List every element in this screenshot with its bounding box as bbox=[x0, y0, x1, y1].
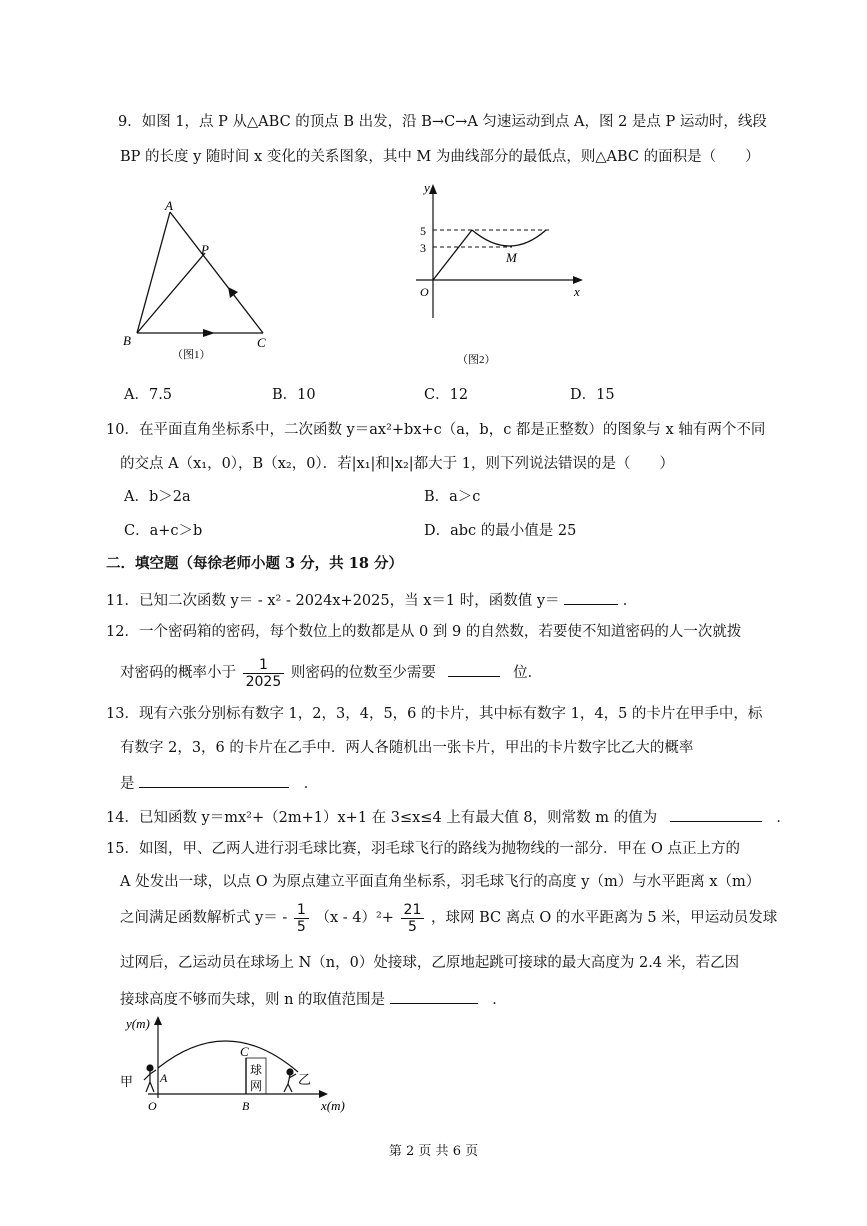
fig15-xlabel: x(m) bbox=[321, 1098, 345, 1113]
q10-option-c: C．a+c＞b bbox=[124, 523, 203, 539]
q12-end: 位． bbox=[513, 665, 543, 681]
q15-mid3: （x - 4）²+ bbox=[315, 910, 394, 926]
fig15-label-jia: 甲 bbox=[120, 1074, 134, 1089]
page-footer: 第 2 页 共 6 页 bbox=[388, 1144, 479, 1159]
player-yi-icon bbox=[284, 1069, 296, 1092]
q9-option-d: D．15 bbox=[570, 387, 615, 403]
q10-line1: 10．在平面直角坐标系中，二次函数 y＝ax²+bx+c（a，b，c 都是正整数）的图象与 x 轴有两个不同 bbox=[106, 422, 766, 438]
fig15-label-c: C bbox=[240, 1044, 249, 1059]
q13-answer-blank[interactable] bbox=[139, 771, 289, 788]
q11-text: 11．已知二次函数 y＝ - x² - 2024x+2025，当 x＝1 时，函数值 y＝ bbox=[106, 593, 560, 609]
q15-fraction-1-den: 5 bbox=[296, 918, 306, 935]
q12-fraction bbox=[243, 657, 285, 690]
fig15-label-net2: 网 bbox=[250, 1079, 263, 1093]
player-jia-icon bbox=[144, 1065, 156, 1092]
fig15-label-b: B bbox=[242, 1099, 250, 1113]
q10-option-b: B．a＞c bbox=[424, 489, 481, 505]
q11 bbox=[106, 588, 637, 611]
q14 bbox=[106, 805, 791, 828]
q15-pre5: 接球高度不够而失球，则 n 的取值范围是 bbox=[120, 992, 386, 1008]
q15-figure bbox=[118, 1014, 368, 1118]
q13-end: ． bbox=[303, 776, 319, 792]
q11-end: ． bbox=[622, 593, 638, 609]
q9-figure2-graph bbox=[410, 178, 590, 373]
fig1-label-a: A bbox=[165, 198, 173, 213]
fig2-label-o: O bbox=[420, 285, 429, 299]
fig2-label-x: x bbox=[574, 284, 580, 299]
fig15-label-a: A bbox=[160, 1071, 168, 1085]
q15-end: ． bbox=[492, 992, 507, 1008]
fig1-label-p: P bbox=[201, 242, 209, 257]
q10-option-a: A．b＞2a bbox=[124, 489, 191, 505]
q13-line2: 有数字 2，3，6 的卡片在乙手中．两人各随机出一张卡片，甲出的卡片数字比乙大的概率 bbox=[120, 740, 694, 756]
q12-pre: 对密码的概率小于 bbox=[120, 665, 236, 681]
fig2-label-3: 3 bbox=[420, 241, 426, 255]
fig1-caption: （图1） bbox=[172, 349, 211, 361]
q15-fraction-1 bbox=[294, 902, 309, 935]
q15-fraction-2-den: 5 bbox=[408, 918, 417, 935]
q15-pre3: 之间满足函数解析式 y＝ - bbox=[120, 910, 288, 926]
fig15-label-yi: 乙 bbox=[298, 1072, 312, 1087]
q9-line1: 9．如图 1，点 P 从△ABC 的顶点 B 出发，沿 B→C→A 匀速运动到点 A，图 2 是点 P 运动时，线段 bbox=[118, 114, 767, 130]
q15-line5 bbox=[120, 987, 507, 1010]
q10-line2: 的交点 A（x₁，0），B（x₂，0）．若|x₁|和|x₂|都大于 1，则下列说法错误的是（ ） bbox=[120, 456, 675, 472]
fig15-ylabel: y(m) bbox=[126, 1016, 150, 1031]
q9-line2: BP 的长度 y 随时间 x 变化的关系图象，其中 M 为曲线部分的最低点，则△ABC 的面积是（ ） bbox=[120, 149, 760, 165]
q13-pre: 是 bbox=[120, 776, 135, 792]
q12-post: 则密码的位数至少需要 bbox=[290, 665, 436, 681]
fig2-label-y: y bbox=[424, 180, 430, 195]
fig15-label-o: O bbox=[148, 1099, 157, 1113]
q15-fraction-2-num: 21 bbox=[401, 902, 425, 919]
q12-line2 bbox=[120, 653, 542, 693]
q13-line1: 13．现有六张分别标有数字 1，2，3，4，5，6 的卡片，其中标有数字 1，4，5 的卡片在甲手中，标 bbox=[106, 706, 763, 722]
fig1-label-b: B bbox=[123, 333, 131, 348]
q9-option-a: A．7.5 bbox=[124, 387, 173, 403]
q11-answer-blank[interactable] bbox=[564, 588, 618, 605]
q15-fraction-2 bbox=[401, 902, 425, 935]
q12-fraction-den: 2025 bbox=[245, 673, 282, 690]
q12-answer-blank[interactable] bbox=[448, 660, 500, 677]
q14-end: ． bbox=[776, 810, 791, 826]
q9-figure1-triangle bbox=[115, 190, 285, 370]
q12-line1: 12．一个密码箱的密码，每个数位上的数都是从 0 到 9 的自然数，若要使不知道密码的人一次就拨 bbox=[106, 624, 742, 640]
section-2-heading: 二．填空题（每徐老师小题 3 分，共 18 分） bbox=[106, 555, 403, 572]
fig2-caption: （图2） bbox=[457, 354, 496, 366]
q15-fraction-1-num: 1 bbox=[294, 902, 309, 919]
fig2-label-5: 5 bbox=[420, 224, 426, 238]
fig2-label-m: M bbox=[506, 250, 517, 265]
q15-post3: ，球网 BC 离点 O 的水平距离为 5 米，甲运动员发球 bbox=[430, 910, 778, 926]
q10-option-d: D．abc 的最小值是 25 bbox=[424, 523, 577, 539]
q12-fraction-num: 1 bbox=[243, 657, 285, 674]
fig1-label-c: C bbox=[257, 335, 266, 350]
q9-option-c: C．12 bbox=[424, 387, 469, 403]
q15-line3 bbox=[120, 898, 777, 938]
q15-line1: 15．如图，甲、乙两人进行羽毛球比赛，羽毛球飞行的路线为抛物线的一部分．甲在 O 点正上方的 bbox=[106, 841, 741, 857]
q14-answer-blank[interactable] bbox=[670, 805, 762, 822]
fig15-label-net1: 球 bbox=[250, 1063, 263, 1077]
q14-text: 14．已知函数 y＝mx²+（2m+1）x+1 在 3≤x≤4 上有最大值 8，则常数 m 的值为 bbox=[106, 810, 658, 826]
q15-line4: 过网后，乙运动员在球场上 N（n，0）处接球，乙原地起跳可接球的最大高度为 2.4 米，若乙因 bbox=[120, 955, 740, 971]
q13-line3 bbox=[120, 771, 318, 794]
q9-option-b: B．10 bbox=[272, 387, 316, 403]
q15-line2: A 处发出一球，以点 O 为原点建立平面直角坐标系，羽毛球飞行的高度 y（m）与水平距离 x（m） bbox=[120, 874, 761, 890]
q15-answer-blank[interactable] bbox=[390, 987, 478, 1004]
